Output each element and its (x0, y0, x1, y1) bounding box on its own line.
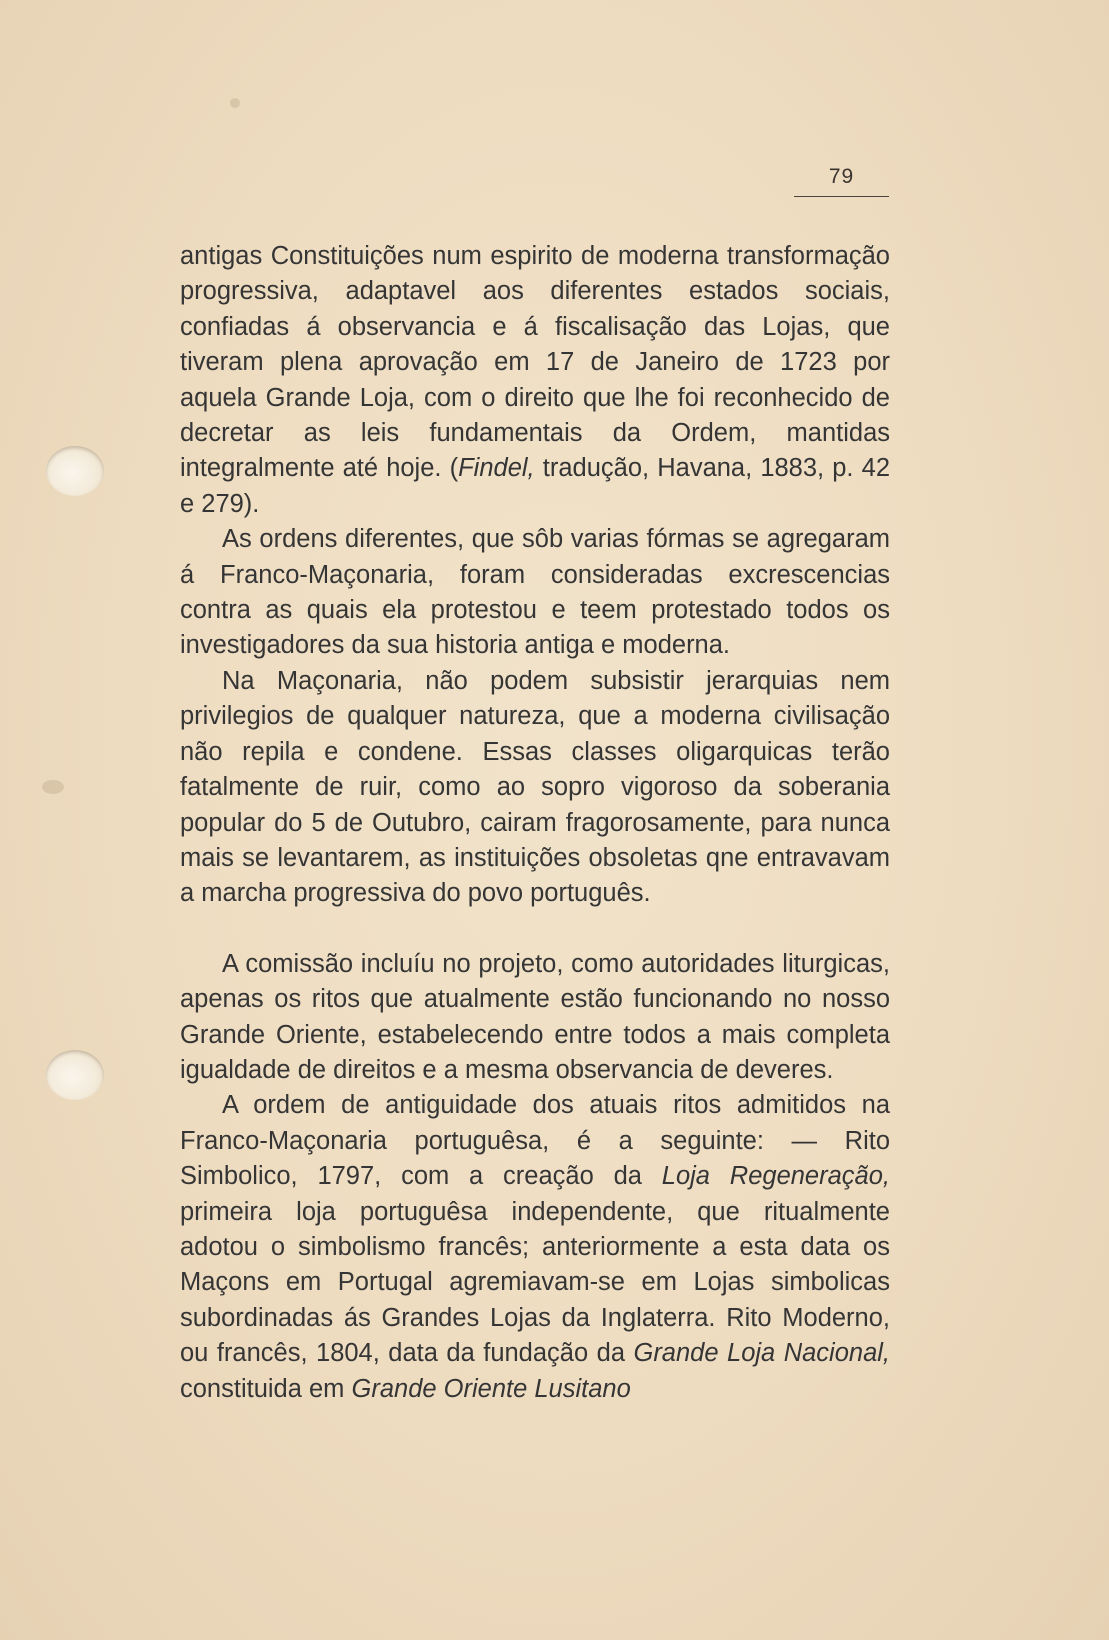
binding-hole (46, 446, 104, 496)
lodge-name: Grande Loja Nacional, (633, 1339, 891, 1368)
paper-stain (42, 780, 64, 794)
paragraph: Na Maçonaria, não podem subsistir jerarquias nem privilegios de qualquer natureza, que a moderna civilisação não repila e condene. Essas classes oligarquicas terão fatalmente de ruir, como ao sopro vigoroso da soberania popular do 5 de Outubro, cairam fragorosamente, para nunca mais se levantarem, as instituições obsoletas qne entravavam a marcha progressiva do povo português. (180, 666, 890, 908)
paragraph: As ordens diferentes, que sôb varias fórmas se agregaram á Franco-Maçonaria, foram consideradas excrescencias contra as quais ela protestou e teem protestado todos os investigadores da sua historia antiga e moderna. (180, 525, 890, 660)
body-text (180, 239, 890, 1407)
paragraph (180, 239, 890, 522)
paragraph-text: primeira loja portuguêsa independente, que ritualmente adotou o simbolismo francês; anteriormente a esta data os Maçons em Portugal agremiavam-se em Lojas simbolicas subordinadas ás Grandes Lojas da Inglaterra. Rito Moderno, ou francês, 1804, data da fundação da (180, 1197, 890, 1368)
lodge-name: Grande Oriente Lusitano (351, 1374, 631, 1403)
citation-author: Findel, (458, 454, 535, 483)
paragraph: A comissão incluíu no projeto, como autoridades liturgicas, apenas os ritos que atualmente estão funcionando no nosso Grande Oriente, estabelecendo entre todos a mais completa igualdade de direitos e a mesma observancia de deveres. (180, 949, 890, 1084)
paragraph-text: tradução, Havana, 1883, p. 42 e 279). (180, 454, 890, 518)
paragraph-text: antigas Constituições num espirito de moderna transformação progressiva, adaptavel aos diferentes estados sociais, confiadas á observancia e á fiscalisação das Lojas, que tiveram plena aprovação em 17 de Janeiro de 1723 por aquela Grande Loja, com o direito que lhe foi reconhecido de decretar as leis fundamentais da Ordem, mantidas integralmente até hoje. ( (180, 242, 890, 483)
page-number-rule (794, 196, 889, 197)
paper-stain (230, 98, 240, 108)
binding-hole (46, 1050, 104, 1100)
lodge-name: Loja Regeneração, (661, 1162, 890, 1191)
paragraph-text: A ordem de antiguidade dos atuais ritos admitidos na Franco-Maçonaria portuguêsa, é a seguinte: — Rito Simbolico, 1797, com a creação da (180, 1091, 890, 1191)
page-number: 79 (828, 165, 855, 188)
paragraph (180, 1088, 890, 1407)
paragraph-text: constituida em (180, 1374, 352, 1403)
